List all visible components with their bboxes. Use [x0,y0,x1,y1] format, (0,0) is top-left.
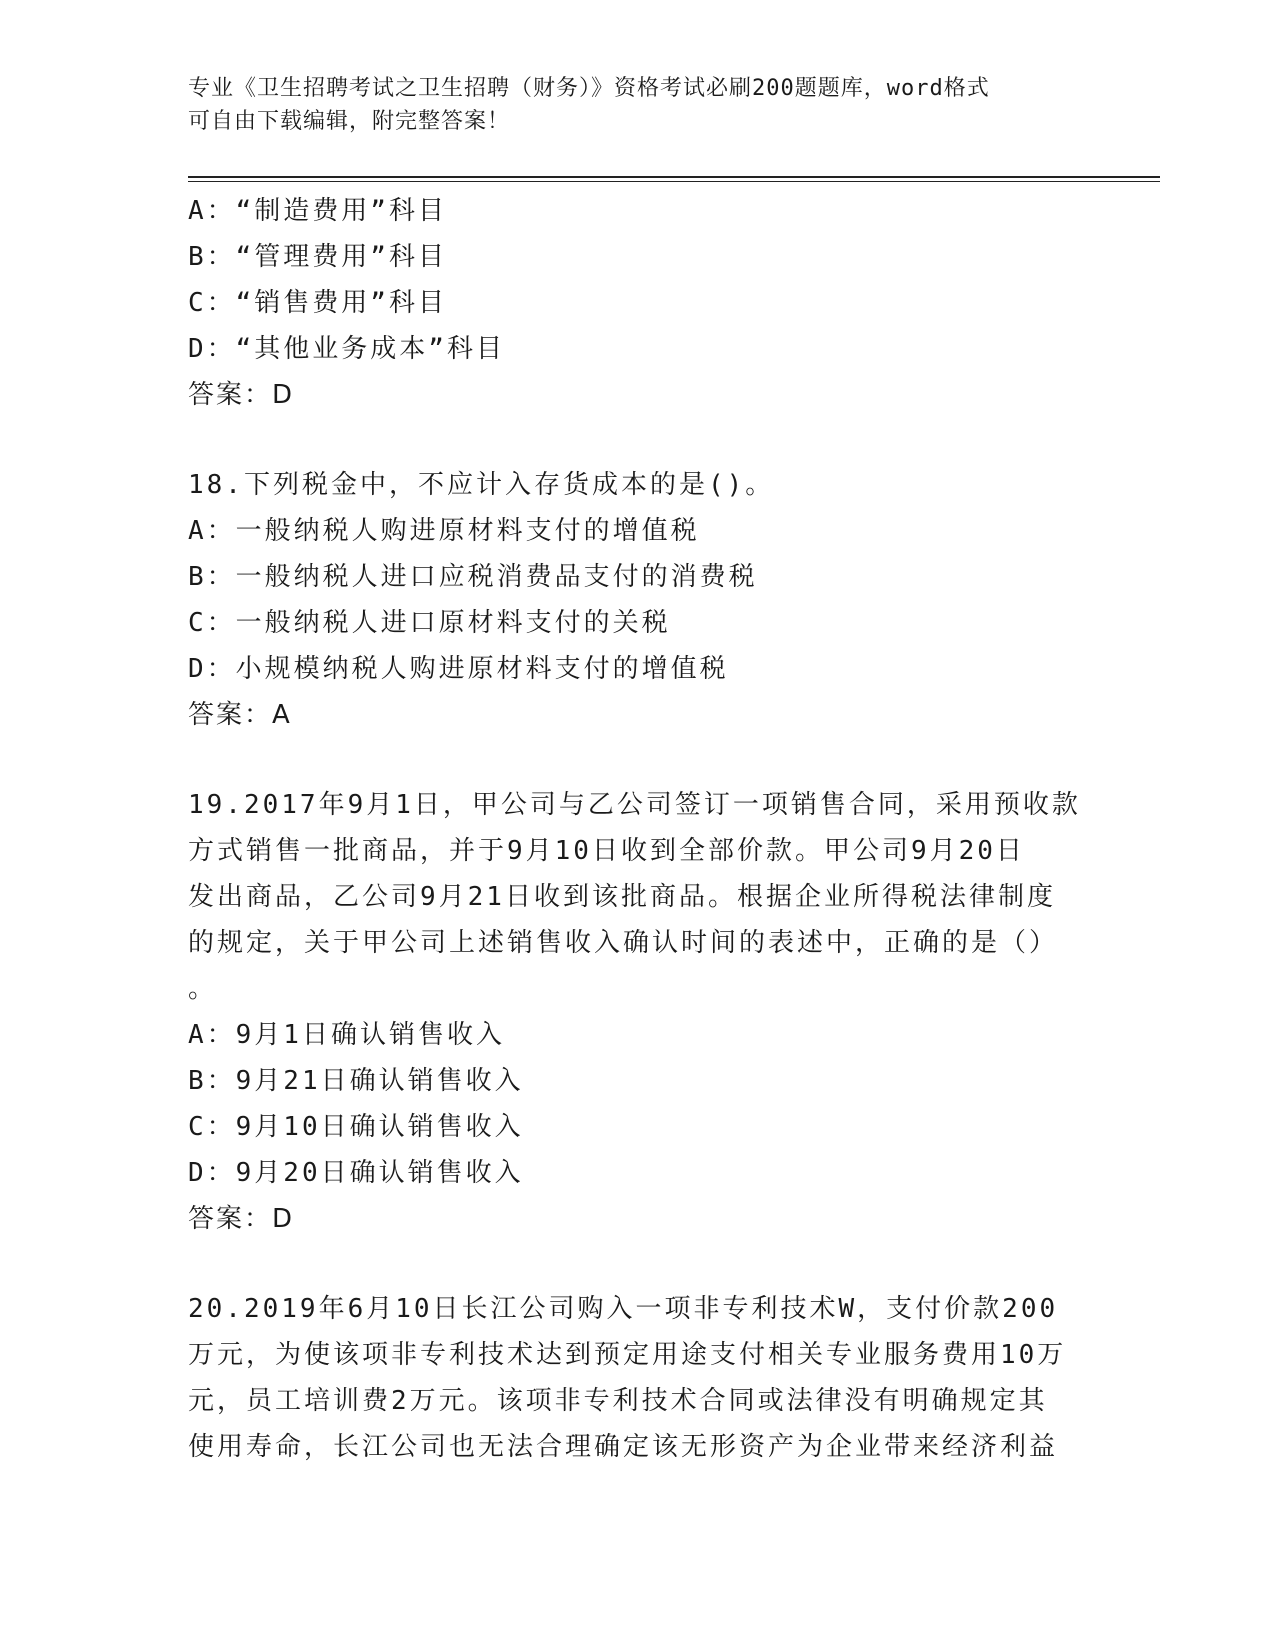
question-stem-line: 的规定，关于甲公司上述销售收入确认时间的表述中，正确的是（） [188,928,1059,958]
document-body [188,188,1088,1470]
question-19 [188,782,1088,1242]
option-b: B：“管理费用”科目 [188,242,447,272]
option-d: D：“其他业务成本”科目 [188,334,505,364]
question-stem: 18.下列税金中，不应计入存货成本的是()。 [188,470,775,500]
header-divider [188,176,1160,182]
question-stem-line: 。 [188,974,218,1004]
option-b: B：一般纳税人进口应税消费品支付的消费税 [188,562,758,592]
answer: 答案：A [188,700,292,730]
question-stem-line: 方式销售一批商品，并于9月10日收到全部价款。甲公司9月20日 [188,836,1025,866]
answer: 答案：D [188,380,295,410]
option-d: D：9月20日确认销售收入 [188,1158,524,1188]
question-stem-line: 19.2017年9月1日，甲公司与乙公司签订一项销售合同，采用预收款 [188,790,1081,820]
option-a: A：“制造费用”科目 [188,196,447,226]
document-header [188,72,1078,138]
question-stem-line: 20.2019年6月10日长江公司购入一项非专利技术W，支付价款200 [188,1294,1059,1324]
header-line-1: 专业《卫生招聘考试之卫生招聘（财务）》资格考试必刷200题题库，word格式 [188,76,990,101]
option-a: A：一般纳税人购进原材料支付的增值税 [188,516,700,546]
option-c: C：“销售费用”科目 [188,288,447,318]
question-18 [188,462,1088,738]
option-b: B：9月21日确认销售收入 [188,1066,524,1096]
question-stem-line: 万元，为使该项非专利技术达到预定用途支付相关专业服务费用10万 [188,1340,1067,1370]
option-a: A：9月1日确认销售收入 [188,1020,505,1050]
header-line-2: 可自由下载编辑，附完整答案！ [188,109,511,134]
question-stem-line: 发出商品，乙公司9月21日收到该批商品。根据企业所得税法律制度 [188,882,1056,912]
option-d: D：小规模纳税人购进原材料支付的增值税 [188,654,729,684]
option-c: C：9月10日确认销售收入 [188,1112,524,1142]
question-stem-line: 使用寿命，长江公司也无法合理确定该无形资产为企业带来经济利益 [188,1432,1059,1462]
option-c: C：一般纳税人进口原材料支付的关税 [188,608,671,638]
question-20 [188,1286,1088,1470]
question-stem-line: 元，员工培训费2万元。该项非专利技术合同或法律没有明确规定其 [188,1386,1048,1416]
question-17-continued [188,188,1088,418]
answer: 答案：D [188,1204,295,1234]
